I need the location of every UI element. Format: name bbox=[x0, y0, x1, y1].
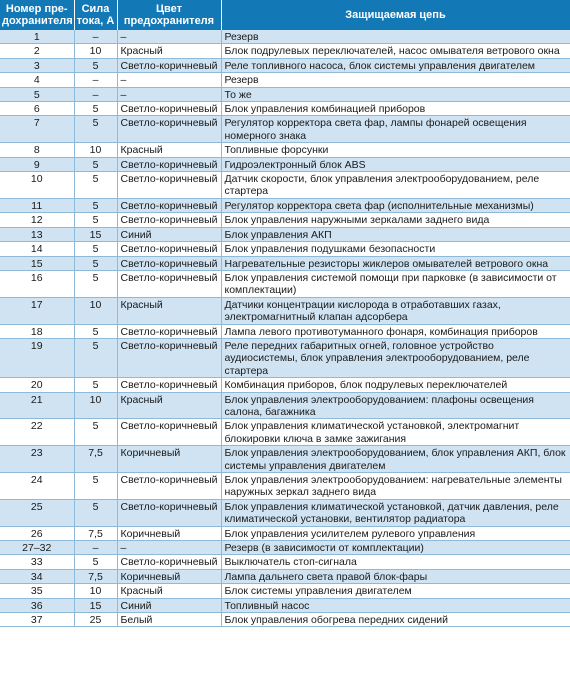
cell-circuit: Комбинация приборов, блок подрулевых переключателей bbox=[221, 378, 570, 392]
cell-circuit: Лампа дальнего света правой блок-фары bbox=[221, 569, 570, 583]
cell-circuit: Блок управления климатической установкой, датчик давления, реле климатической установки, вентилятор радиатора bbox=[221, 499, 570, 526]
cell-fuse-number: 27–32 bbox=[0, 541, 74, 555]
cell-circuit: Блок управления наружными зеркалами заднего вида bbox=[221, 213, 570, 227]
cell-fuse-number: 17 bbox=[0, 297, 74, 324]
cell-color: Синий bbox=[117, 227, 221, 241]
cell-circuit: Резерв bbox=[221, 30, 570, 44]
table-header-row bbox=[0, 0, 570, 30]
cell-fuse-number: 1 bbox=[0, 30, 74, 44]
cell-circuit: Блок управления комбинацией приборов bbox=[221, 102, 570, 116]
cell-fuse-number: 8 bbox=[0, 143, 74, 157]
table-row bbox=[0, 256, 570, 270]
cell-circuit: Лампа левого противотуманного фонаря, комбинация приборов bbox=[221, 324, 570, 338]
cell-circuit: Блок управления обогрева передних сидений bbox=[221, 613, 570, 627]
table-row bbox=[0, 87, 570, 101]
table-row bbox=[0, 30, 570, 44]
cell-current: – bbox=[74, 87, 117, 101]
cell-circuit: Блок управления АКП bbox=[221, 227, 570, 241]
cell-fuse-number: 11 bbox=[0, 198, 74, 212]
cell-color: Красный bbox=[117, 143, 221, 157]
cell-current: 5 bbox=[74, 213, 117, 227]
cell-color: Светло-коричневый bbox=[117, 555, 221, 569]
cell-color: Светло-коричневый bbox=[117, 102, 221, 116]
cell-fuse-number: 5 bbox=[0, 87, 74, 101]
cell-fuse-number: 24 bbox=[0, 473, 74, 500]
table-row bbox=[0, 116, 570, 143]
cell-color: – bbox=[117, 73, 221, 87]
cell-fuse-number: 9 bbox=[0, 157, 74, 171]
table-row bbox=[0, 419, 570, 446]
cell-current: – bbox=[74, 541, 117, 555]
cell-color: Светло-коричневый bbox=[117, 256, 221, 270]
cell-color: – bbox=[117, 541, 221, 555]
table-row bbox=[0, 172, 570, 199]
cell-circuit: Реле передних габаритных огней, головное устройство аудиосистемы, блок управления электрооборудованием, реле стартера bbox=[221, 338, 570, 377]
table-row bbox=[0, 473, 570, 500]
cell-color: Светло-коричневый bbox=[117, 419, 221, 446]
cell-color: Светло-коричневый bbox=[117, 58, 221, 72]
header-fuse-number-text: Номер пре- дохранителя bbox=[2, 3, 73, 27]
table-row bbox=[0, 227, 570, 241]
cell-circuit: Блок управления электрооборудованием, блок управления АКП, блок системы управления двигателем bbox=[221, 446, 570, 473]
table-row bbox=[0, 378, 570, 392]
cell-fuse-number: 34 bbox=[0, 569, 74, 583]
cell-fuse-number: 14 bbox=[0, 242, 74, 256]
cell-color: Светло-коричневый bbox=[117, 473, 221, 500]
header-fuse-number bbox=[0, 0, 74, 30]
header-fuse-color-text: Цвет предохранителя bbox=[123, 3, 215, 27]
cell-fuse-number: 37 bbox=[0, 613, 74, 627]
table-row bbox=[0, 44, 570, 58]
cell-circuit: Блок управления климатической установкой, электромагнит блокировки ключа в замке зажигания bbox=[221, 419, 570, 446]
cell-current: 5 bbox=[74, 378, 117, 392]
cell-fuse-number: 36 bbox=[0, 598, 74, 612]
table-row bbox=[0, 613, 570, 627]
cell-current: 5 bbox=[74, 555, 117, 569]
table-row bbox=[0, 297, 570, 324]
cell-circuit: Нагревательные резисторы жиклеров омывателей ветрового окна bbox=[221, 256, 570, 270]
cell-fuse-number: 20 bbox=[0, 378, 74, 392]
cell-circuit: То же bbox=[221, 87, 570, 101]
cell-circuit: Гидроэлектронный блок ABS bbox=[221, 157, 570, 171]
cell-fuse-number: 15 bbox=[0, 256, 74, 270]
cell-color: Красный bbox=[117, 44, 221, 58]
table-row bbox=[0, 555, 570, 569]
cell-current: 5 bbox=[74, 58, 117, 72]
table-row bbox=[0, 270, 570, 297]
cell-circuit: Блок управления электрооборудованием: нагревательные элементы наружных зеркал заднего вида bbox=[221, 473, 570, 500]
table-row bbox=[0, 198, 570, 212]
cell-current: 5 bbox=[74, 172, 117, 199]
cell-fuse-number: 4 bbox=[0, 73, 74, 87]
cell-fuse-number: 10 bbox=[0, 172, 74, 199]
cell-fuse-number: 35 bbox=[0, 584, 74, 598]
table-row bbox=[0, 499, 570, 526]
cell-color: Коричневый bbox=[117, 446, 221, 473]
header-current bbox=[74, 0, 117, 30]
cell-fuse-number: 25 bbox=[0, 499, 74, 526]
table-row bbox=[0, 324, 570, 338]
cell-fuse-number: 7 bbox=[0, 116, 74, 143]
cell-fuse-number: 13 bbox=[0, 227, 74, 241]
header-protected-circuit bbox=[221, 0, 570, 30]
cell-current: 10 bbox=[74, 584, 117, 598]
cell-color: Красный bbox=[117, 392, 221, 419]
table-row bbox=[0, 58, 570, 72]
header-fuse-color bbox=[117, 0, 221, 30]
cell-fuse-number: 22 bbox=[0, 419, 74, 446]
cell-fuse-number: 16 bbox=[0, 270, 74, 297]
cell-current: 5 bbox=[74, 499, 117, 526]
cell-fuse-number: 21 bbox=[0, 392, 74, 419]
cell-fuse-number: 19 bbox=[0, 338, 74, 377]
table-row bbox=[0, 392, 570, 419]
cell-fuse-number: 33 bbox=[0, 555, 74, 569]
cell-circuit: Резерв (в зависимости от комплектации) bbox=[221, 541, 570, 555]
cell-color: Красный bbox=[117, 584, 221, 598]
cell-color: Коричневый bbox=[117, 526, 221, 540]
cell-circuit: Выключатель стоп-сигнала bbox=[221, 555, 570, 569]
cell-circuit: Регулятор корректора света фар, лампы фонарей освещения номерного знака bbox=[221, 116, 570, 143]
cell-fuse-number: 23 bbox=[0, 446, 74, 473]
cell-current: 5 bbox=[74, 270, 117, 297]
cell-circuit: Регулятор корректора света фар (исполнительные механизмы) bbox=[221, 198, 570, 212]
cell-circuit: Резерв bbox=[221, 73, 570, 87]
cell-circuit: Блок подрулевых переключателей, насос омывателя ветрового окна bbox=[221, 44, 570, 58]
cell-color: Светло-коричневый bbox=[117, 157, 221, 171]
cell-color: Светло-коричневый bbox=[117, 213, 221, 227]
cell-current: 7,5 bbox=[74, 446, 117, 473]
cell-color: Светло-коричневый bbox=[117, 242, 221, 256]
cell-color: Светло-коричневый bbox=[117, 378, 221, 392]
cell-current: 7,5 bbox=[74, 526, 117, 540]
header-protected-circuit-text: Защищаемая цепь bbox=[345, 9, 446, 21]
table-row bbox=[0, 446, 570, 473]
table-row bbox=[0, 157, 570, 171]
cell-current: 10 bbox=[74, 392, 117, 419]
cell-circuit: Блок системы управления двигателем bbox=[221, 584, 570, 598]
cell-current: 10 bbox=[74, 297, 117, 324]
cell-fuse-number: 12 bbox=[0, 213, 74, 227]
cell-current: 5 bbox=[74, 338, 117, 377]
cell-current: 5 bbox=[74, 116, 117, 143]
table-row bbox=[0, 73, 570, 87]
cell-current: 10 bbox=[74, 143, 117, 157]
cell-color: – bbox=[117, 87, 221, 101]
header-current-text: Сила тока, А bbox=[76, 3, 115, 27]
cell-color: Светло-коричневый bbox=[117, 338, 221, 377]
cell-fuse-number: 26 bbox=[0, 526, 74, 540]
cell-color: Коричневый bbox=[117, 569, 221, 583]
table-row bbox=[0, 102, 570, 116]
cell-color: Светло-коричневый bbox=[117, 324, 221, 338]
table-row bbox=[0, 541, 570, 555]
cell-fuse-number: 3 bbox=[0, 58, 74, 72]
cell-circuit: Блок управления усилителем рулевого управления bbox=[221, 526, 570, 540]
cell-color: Белый bbox=[117, 613, 221, 627]
cell-circuit: Датчик скорости, блок управления электрооборудованием, реле стартера bbox=[221, 172, 570, 199]
table-row bbox=[0, 143, 570, 157]
table-body bbox=[0, 30, 570, 627]
cell-circuit: Топливные форсунки bbox=[221, 143, 570, 157]
cell-circuit: Блок управления системой помощи при парковке (в зависимости от комплектации) bbox=[221, 270, 570, 297]
cell-current: 5 bbox=[74, 324, 117, 338]
cell-fuse-number: 2 bbox=[0, 44, 74, 58]
cell-current: 5 bbox=[74, 157, 117, 171]
cell-color: Красный bbox=[117, 297, 221, 324]
cell-color: Светло-коричневый bbox=[117, 198, 221, 212]
cell-circuit: Блок управления подушками безопасности bbox=[221, 242, 570, 256]
cell-color: Светло-коричневый bbox=[117, 116, 221, 143]
table-row bbox=[0, 242, 570, 256]
cell-circuit: Датчики концентрации кислорода в отработавших газах, электромагнитный клапан адсорбера bbox=[221, 297, 570, 324]
cell-circuit: Блок управления электрооборудованием: плафоны освещения салона, багажника bbox=[221, 392, 570, 419]
cell-current: 10 bbox=[74, 44, 117, 58]
table-row bbox=[0, 569, 570, 583]
cell-current: 25 bbox=[74, 613, 117, 627]
cell-circuit: Реле топливного насоса, блок системы управления двигателем bbox=[221, 58, 570, 72]
cell-current: 5 bbox=[74, 473, 117, 500]
table-row bbox=[0, 213, 570, 227]
cell-current: 15 bbox=[74, 227, 117, 241]
cell-color: – bbox=[117, 30, 221, 44]
cell-circuit: Топливный насос bbox=[221, 598, 570, 612]
cell-fuse-number: 18 bbox=[0, 324, 74, 338]
cell-fuse-number: 6 bbox=[0, 102, 74, 116]
cell-current: 5 bbox=[74, 102, 117, 116]
cell-current: 5 bbox=[74, 198, 117, 212]
cell-current: 5 bbox=[74, 256, 117, 270]
cell-color: Светло-коричневый bbox=[117, 499, 221, 526]
cell-current: – bbox=[74, 73, 117, 87]
table-row bbox=[0, 526, 570, 540]
cell-color: Синий bbox=[117, 598, 221, 612]
table-row bbox=[0, 338, 570, 377]
cell-current: 5 bbox=[74, 242, 117, 256]
cell-color: Светло-коричневый bbox=[117, 172, 221, 199]
table-row bbox=[0, 584, 570, 598]
cell-current: 5 bbox=[74, 419, 117, 446]
cell-current: – bbox=[74, 30, 117, 44]
table-row bbox=[0, 598, 570, 612]
cell-color: Светло-коричневый bbox=[117, 270, 221, 297]
cell-current: 15 bbox=[74, 598, 117, 612]
cell-current: 7,5 bbox=[74, 569, 117, 583]
